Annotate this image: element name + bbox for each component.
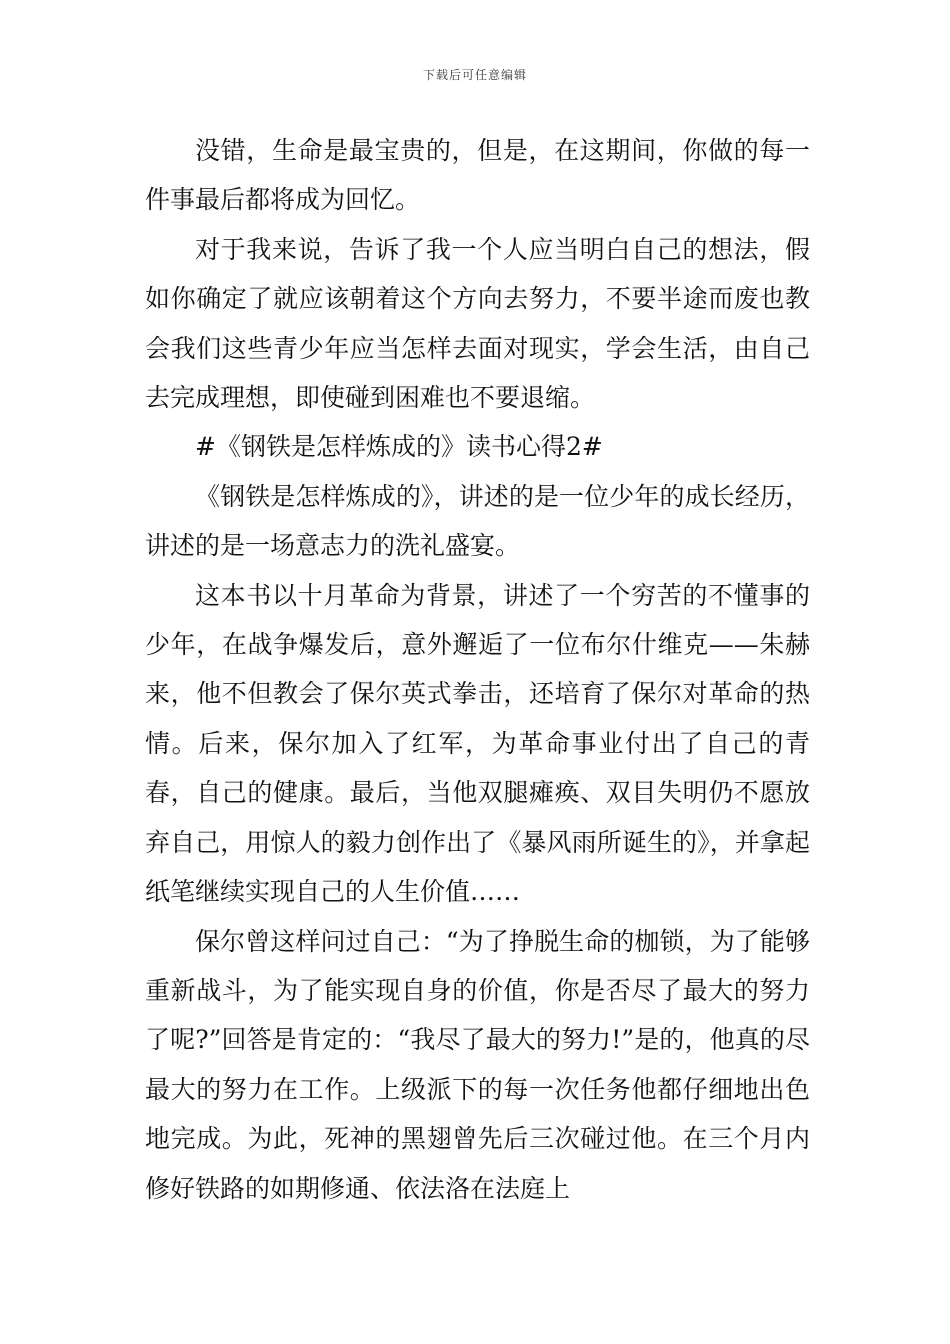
header-note: 下载后可任意编辑 (422, 68, 527, 82)
paragraph-4: 这本书以十月革命为背景，讲述了一个穷苦的不懂事的少年，在战争爆发后，意外邂逅了一位布尔什维克——朱赫来，他不但教会了保尔英式拳击，还培育了保尔对革命的热情。后来，保尔加入了红军，为革命事业付出了自己的青春，自己的健康。最后，当他双腿瘫痪、双目失明仍不愿放弃自己，用惊人的毅力创作出了《暴风雨所诞生的》，并拿起纸笔继续实现自己的人生价值…… (145, 580, 810, 907)
paragraph-1: 没错，生命是最宝贵的，但是，在这期间，你做的每一件事最后都将成为回忆。 (145, 136, 810, 215)
section-heading: #《钢铁是怎样炼成的》读书心得2# (195, 432, 603, 462)
body-text (145, 126, 810, 1213)
paragraph-5: 保尔曾这样问过自己：“为了挣脱生命的枷锁，为了能够重新战斗，为了能实现自身的价值，你是否尽了最大的努力了呢?”回答是肯定的：“我尽了最大的努力!”是的，他真的尽最大的努力在工作。上级派下的每一次任务他都仔细地出色地完成。为此，死神的黑翅曾先后三次碰过他。在三个月内修好铁路的如期修通、依法洛在法庭上 (145, 926, 810, 1203)
paragraph-2: 对于我来说，告诉了我一个人应当明白自己的想法，假如你确定了就应该朝着这个方向去努力，不要半途而废也教会我们这些青少年应当怎样去面对现实，学会生活，由自己去完成理想，即使碰到困难也不要退缩。 (145, 234, 810, 413)
paragraph-3: 《钢铁是怎样炼成的》，讲述的是一位少年的成长经历，讲述的是一场意志力的洗礼盛宴。 (145, 481, 810, 561)
